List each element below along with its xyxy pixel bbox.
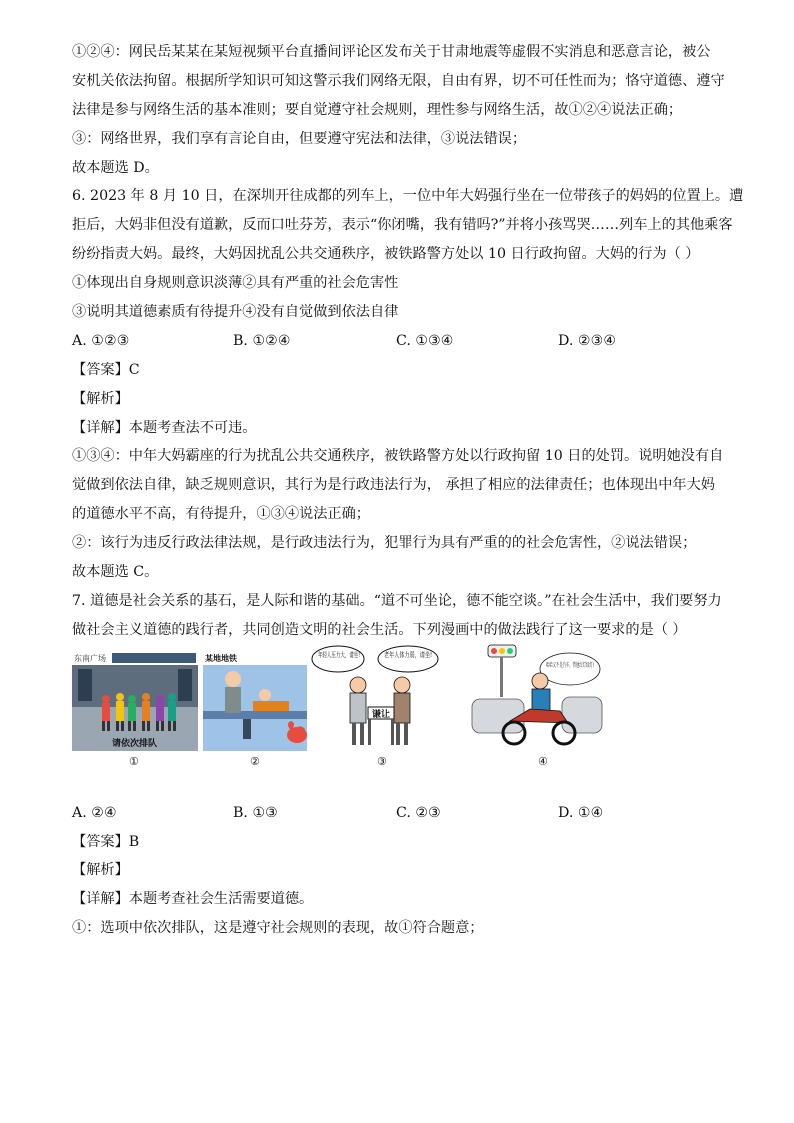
comic1-sign: 东南广场 (74, 653, 106, 663)
q6-option-a: A. ①②③ (72, 332, 130, 349)
line-1: 安机关依法拘留。根据所学知识可知这警示我们网络无限，自由有界，切不可任性而为；恪守道德、遵守 (72, 72, 725, 89)
q7-option-b: B. ①③ (233, 804, 278, 821)
q6-stem-2: 拒后，大妈非但没有道歉，反而口吐芬芳，表示“你闭嘴，我有错吗?”并将小孩骂哭……列车上的其他乘客 (72, 217, 733, 234)
q6-detail-5: ②：该行为违反行政法律法规，是行政违法行为，犯罪行为具有严重的的社会危害性，②说法错误； (72, 535, 697, 552)
q7-options (72, 799, 722, 828)
line-3: ③：网络世界，我们享有言论自由，但要遵守宪法和法律，③说法错误； (72, 130, 527, 147)
q6-analysis-heading: 【解析】 (72, 390, 129, 407)
q7-stem-2: 做社会主义道德的践行者，共同创造文明的社会生活。下列漫画中的做法践行了这一要求的是（ ） (72, 621, 687, 638)
q6-option-c: C. ①③④ (396, 332, 454, 349)
comic-red-light (470, 641, 633, 753)
q6-options (72, 327, 722, 356)
comic2-sign: 某地地铁 (205, 653, 237, 663)
q7-option-d: D. ①④ (558, 804, 604, 821)
comic1-number: ① (129, 754, 139, 768)
q6-statements-2: ③说明其道德素质有待提升④没有自觉做到依法自律 (72, 304, 399, 321)
q7-option-a: A. ②④ (72, 804, 117, 821)
q6-detail-3: 觉做到依法自律，缺乏规则意识，其行为是行政违法行为， 承担了相应的法律责任；也体现出中年大妈 (72, 477, 715, 494)
q7-detail-1: 【详解】本题考查社会生活需要道德。 (72, 891, 314, 908)
q6-stem-3: 纷纷指责大妈。最终，大妈因扰乱公共交通秩序，被铁路警方处以 10 日行政拘留。大妈的行为（ ） (72, 246, 700, 263)
comic1-caption: 请依次排队 (112, 738, 158, 749)
q6-statements-1: ①体现出自身规则意识淡薄②具有严重的社会危害性 (72, 275, 399, 292)
q7-analysis-heading: 【解析】 (72, 862, 129, 879)
q6-option-d: D. ②③④ (558, 332, 617, 349)
q7-detail-2: ①：选项中依次排队，这是遵守社会规则的表现，故①符合题意； (72, 920, 484, 937)
comic2-number: ② (250, 754, 260, 768)
q7-stem-1: 7. 道德是社会关系的基石，是人际和谐的基础。“道不可坐论，德不能空谈。”在社会生活中，我们要努力 (72, 592, 722, 609)
comic-subway (203, 651, 307, 751)
q6-stem-1: 6. 2023 年 8 月 10 日，在深圳开往成都的列车上，一位中年大妈强行坐在一位带孩子的妈妈的位置上。遭 (72, 188, 744, 205)
comic4-number: ④ (538, 754, 548, 768)
comic3-seat-label: 谦让 (372, 709, 391, 720)
q6-answer: 【答案】C (72, 361, 140, 378)
line-4: 故本题选 D。 (72, 159, 159, 176)
comic4-bubble: 哈哈又不是汽车，管他红灯绿灯! (546, 661, 633, 669)
comic3-bubble-right: 老年人体力弱，请坐! (384, 650, 450, 659)
q7-option-c: C. ②③ (396, 804, 441, 821)
q7-answer: 【答案】B (72, 833, 140, 850)
q7-comics (72, 651, 722, 791)
comic3-bubble-left: 年轻人压力大，请坐! (318, 650, 384, 659)
q6-detail-2: ①③④：中年大妈霸座的行为扰乱公共交通秩序，被铁路警方处以行政拘留 10 日的处罚。说明她没有自 (72, 448, 724, 465)
q6-detail-4: 的道德水平不高，有待提升，①③④说法正确； (72, 506, 370, 523)
comic3-number: ③ (377, 754, 387, 768)
line-2: 法律是参与网络生活的基本准则；要自觉遵守社会规则，理性参与网络生活，故①②④说法正确； (72, 101, 683, 118)
q6-option-b: B. ①②④ (233, 332, 291, 349)
comic-yield-seat (312, 645, 450, 753)
q6-conclusion: 故本题选 C。 (72, 564, 159, 581)
document-page (72, 38, 744, 943)
comic-queue (72, 651, 198, 751)
line-0: ①②④：网民岳某某在某短视频平台直播间评论区发布关于甘肃地震等虚假不实消息和恶意言论，被公 (72, 44, 711, 60)
q6-detail-1: 【详解】本题考查法不可违。 (72, 419, 257, 436)
